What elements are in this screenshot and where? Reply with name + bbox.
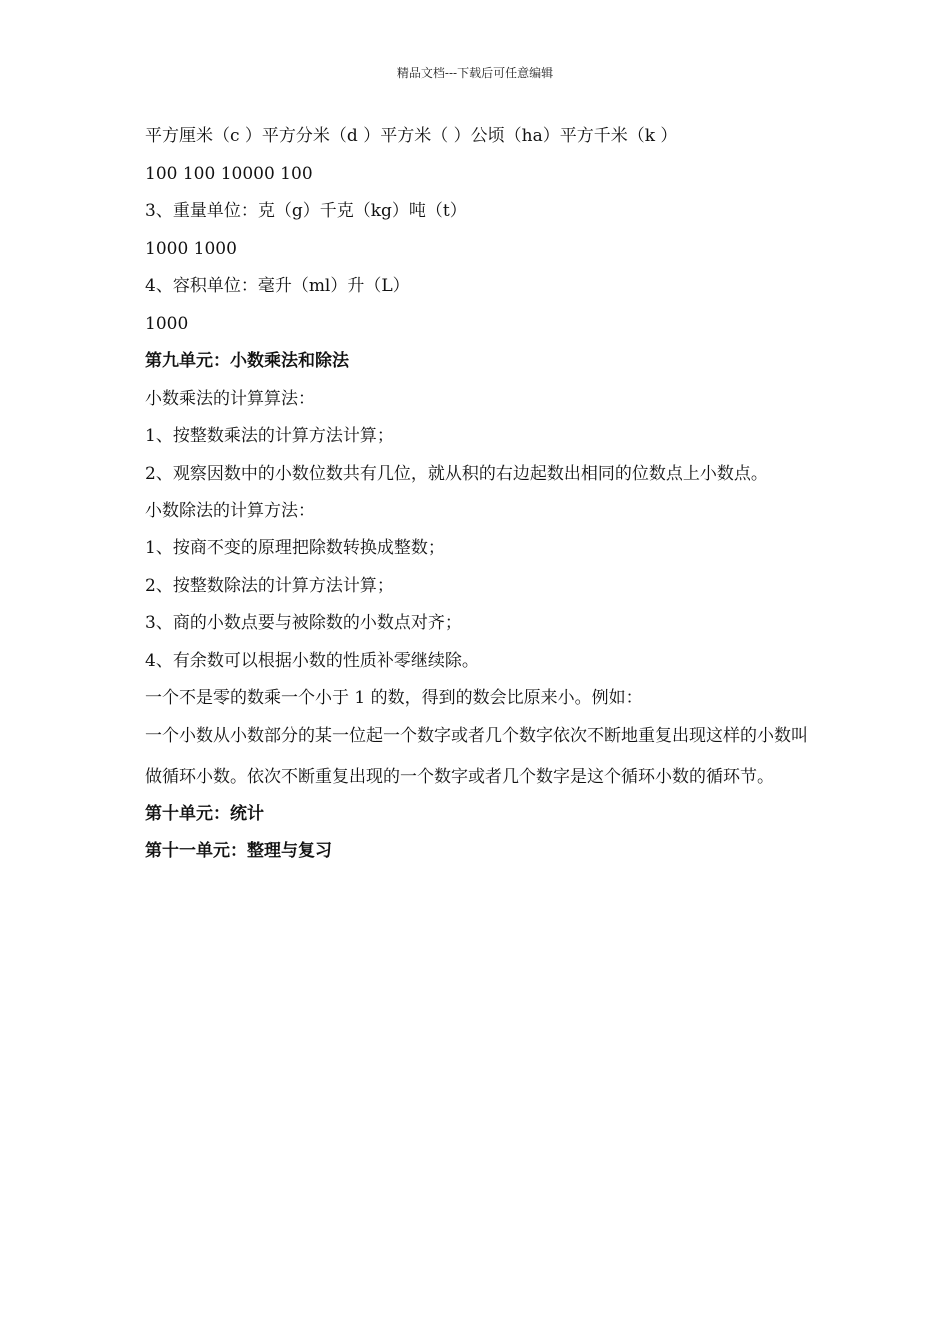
multiply-less-than-one-note: 一个不是零的数乘一个小于 1 的数，得到的数会比原来小。例如：: [145, 688, 643, 708]
document-body: [145, 118, 810, 871]
division-step-1: 1、按商不变的原理把除数转换成整数；: [145, 538, 445, 558]
unit-nine-heading: 第九单元：小数乘法和除法: [145, 351, 349, 371]
decimal-division-title: 小数除法的计算方法：: [145, 500, 315, 521]
division-step-4: 4、有余数可以根据小数的性质补零继续除。: [145, 650, 479, 671]
area-units-rates: 100 100 10000 100: [145, 163, 313, 184]
area-units-line: 平方厘米（c ）平方分米（d ）平方米（ ）公顷（ha）平方千米（k ）: [145, 126, 678, 146]
decimal-multiplication-title: 小数乘法的计算算法：: [145, 388, 315, 409]
weight-units-rates: 1000 1000: [145, 238, 237, 259]
unit-eleven-heading: 第十一单元：整理与复习: [145, 841, 332, 861]
page-header: 精品文档---下载后可任意编辑: [396, 66, 554, 80]
unit-ten-heading: 第十单元：统计: [145, 803, 264, 824]
multiplication-step-1: 1、按整数乘法的计算方法计算；: [145, 426, 394, 446]
volume-units-line: 4、容积单位：毫升（ml）升（L）: [145, 276, 410, 296]
weight-units-line: 3、重量单位：克（g）千克（kg）吨（t）: [145, 201, 467, 221]
division-step-2: 2、按整数除法的计算方法计算；: [145, 575, 394, 596]
division-step-3: 3、商的小数点要与被除数的小数点对齐；: [145, 613, 462, 633]
repeating-decimal-definition: 一个小数从小数部分的某一位起一个数字或者几个数字依次不断地重复出现这样的小数叫做循环小数。依次不断重复出现的一个数字或者几个数字是这个循环小数的循环节。: [145, 725, 808, 787]
multiplication-step-2: 2、观察因数中的小数位数共有几位，就从积的右边起数出相同的位数点上小数点。: [145, 463, 768, 484]
volume-units-rates: 1000: [145, 313, 189, 334]
